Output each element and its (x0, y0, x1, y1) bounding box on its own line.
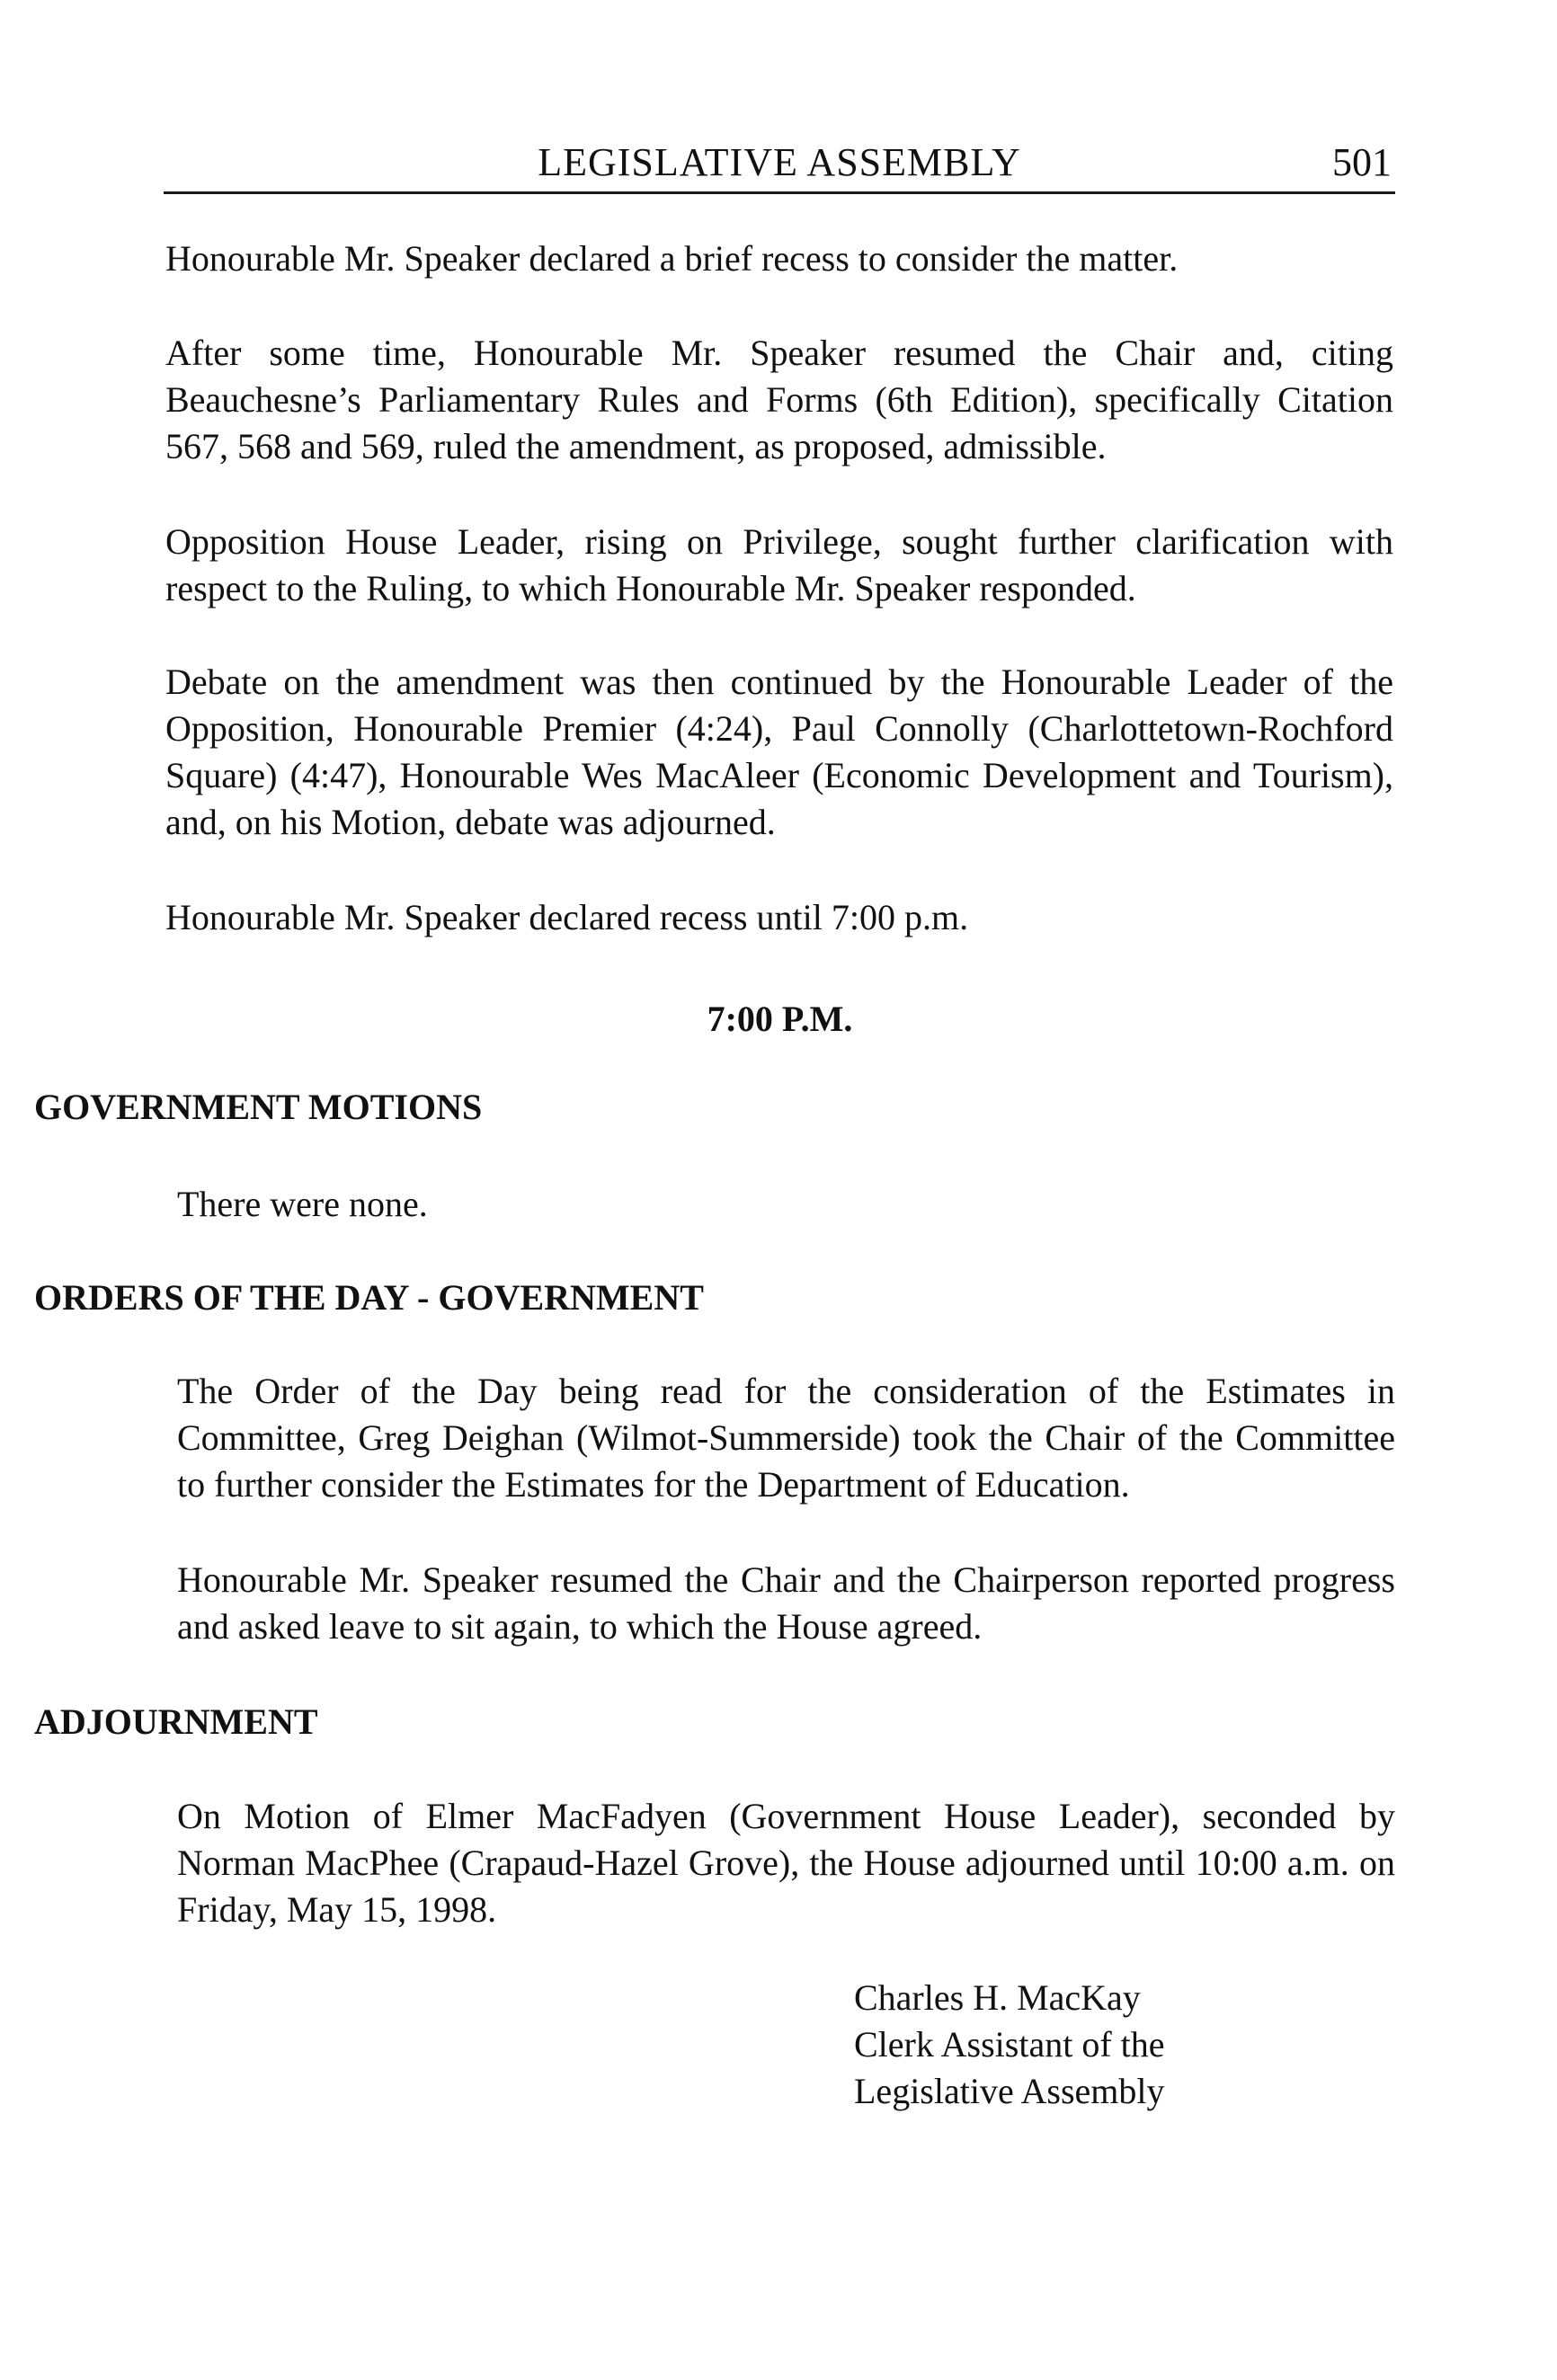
signature-title-line2: Legislative Assembly (854, 2071, 1165, 2111)
paragraph-debate: Debate on the amendment was then continued by the Honourable Leader of the Opposition, Honourable Premier (4:24), Paul Connolly (Charlottetown-Rochford Square) (4:47), Honourable Wes MacAleer (Economic Development and Tourism), and, on his Motion, debate was adjourned. (165, 662, 1393, 842)
signature-block (854, 1975, 1165, 2115)
section-heading-orders-of-the-day: ORDERS OF THE DAY - GOVERNMENT (34, 1277, 704, 1318)
header-title: LEGISLATIVE ASSEMBLY (538, 140, 1021, 184)
paragraph-privilege: Opposition House Leader, rising on Privilege, sought further clarification with respect to the Ruling, to which Honourable Mr. Speaker responded. (165, 521, 1393, 608)
signature-title-line1: Clerk Assistant of the (854, 2024, 1165, 2065)
orders-paragraph-progress: Honourable Mr. Speaker resumed the Chair and the Chairperson reported progress and asked leave to sit again, to which the House agreed. (177, 1559, 1395, 1647)
orders-paragraph-committee: The Order of the Day being read for the consideration of the Estimates in Committee, Greg Deighan (Wilmot-Summerside) took the Chair of the Committee to further consider the Estimates for the Department of Education. (177, 1371, 1395, 1505)
signature-name: Charles H. MacKay (854, 1977, 1141, 2018)
section-heading-adjournment: ADJOURNMENT (34, 1701, 318, 1742)
page-number: 501 (1332, 140, 1392, 184)
paragraph-recess-until: Honourable Mr. Speaker declared recess until 7:00 p.m. (165, 897, 969, 937)
paragraph-recess-brief: Honourable Mr. Speaker declared a brief recess to consider the matter. (165, 238, 1179, 279)
section-heading-government-motions: GOVERNMENT MOTIONS (34, 1087, 483, 1127)
government-motions-text: There were none. (177, 1184, 428, 1224)
time-heading: 7:00 P.M. (707, 999, 853, 1039)
header-rule (164, 191, 1395, 194)
paragraph-speaker-ruling: After some time, Honourable Mr. Speaker resumed the Chair and, citing Beauchesne’s Parliamentary Rules and Forms (6th Edition), specifically Citation 567, 568 and 569, ruled the amendment, as proposed, admissible. (165, 333, 1393, 466)
page-header (164, 139, 1395, 191)
adjournment-text: On Motion of Elmer MacFadyen (Government House Leader), seconded by Norman MacPhee (Crapaud-Hazel Grove), the House adjourned until 10:00 a.m. on Friday, May 15, 1998. (177, 1796, 1395, 1930)
